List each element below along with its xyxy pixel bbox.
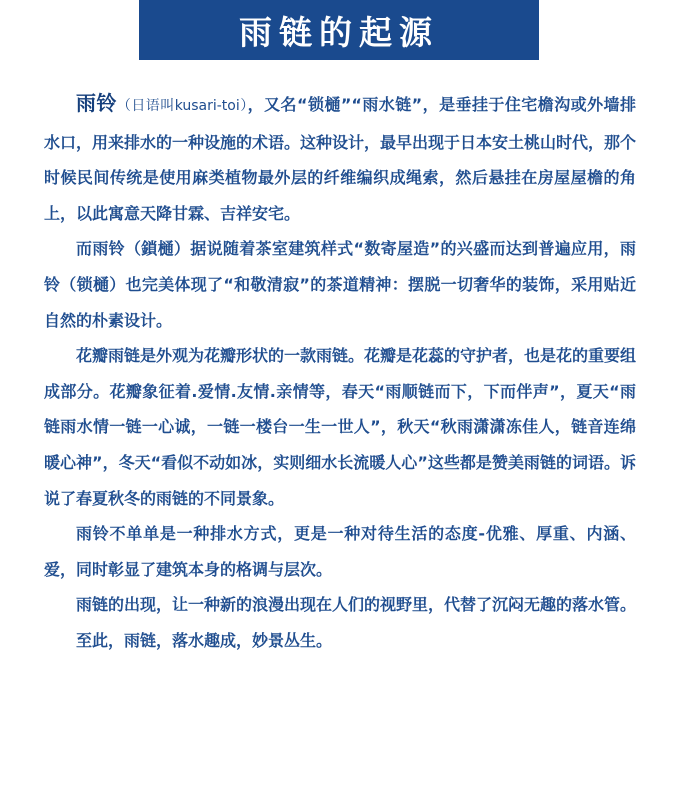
page-title: 雨链的起源: [239, 12, 439, 52]
paragraph-intro-text: ，又名“锁樋”“雨水链”，是垂挂于住宅檐沟或外墙排水口，用来排水的一种设施的术语。这种设计，最早出现于日本安土桃山时代，那个时候民间传统是使用麻类植物最外层的纤维编织成绳索，然后悬挂在房屋屋檐的角上，以此寓意天降甘霖、吉祥安宅。: [44, 95, 637, 223]
paragraph-conclusion: 至此，雨链，落水趣成，妙景丛生。: [76, 630, 333, 650]
title-banner: [139, 0, 539, 60]
paragraph-attitude: 雨铃不单单是一种排水方式，更是一种对待生活的态度-优雅、厚重、内涵、爱，同时彰显了建筑本身的格调与层次。: [44, 524, 636, 579]
article-body: [44, 86, 636, 659]
paragraph-tea-house: 而雨铃（鎖樋）据说随着茶室建筑样式“数寄屋造”的兴盛而达到普遍应用，雨铃（锁樋）也完美体现了“和敬清寂”的茶道精神：摆脱一切奢华的装饰，采用贴近自然的朴素设计。: [44, 239, 636, 330]
japanese-name-note: （日语叫kusari-toi）: [116, 98, 248, 114]
lead-term: 雨铃: [76, 91, 117, 115]
paragraph-intro: [44, 86, 636, 231]
paragraph-petal-chain: 花瓣雨链是外观为花瓣形状的一款雨链。花瓣是花蕊的守护者，也是花的重要组成部分。花瓣象征着.爱情.友情.亲情等，春天“雨顺链而下，下而伴声”，夏天“雨链雨水情一链一心诚，一链一楼台一生一世人”，秋天“秋雨潇潇冻佳人，链音连绵暖心神”，冬天“看似不动如冰，实则细水长流暖人心”这些都是赞美雨链的词语。诉说了春夏秋冬的雨链的不同景象。: [44, 346, 637, 508]
paragraph-romance: 雨链的出现，让一种新的浪漫出现在人们的视野里，代替了沉闷无趣的落水管。: [76, 595, 637, 615]
